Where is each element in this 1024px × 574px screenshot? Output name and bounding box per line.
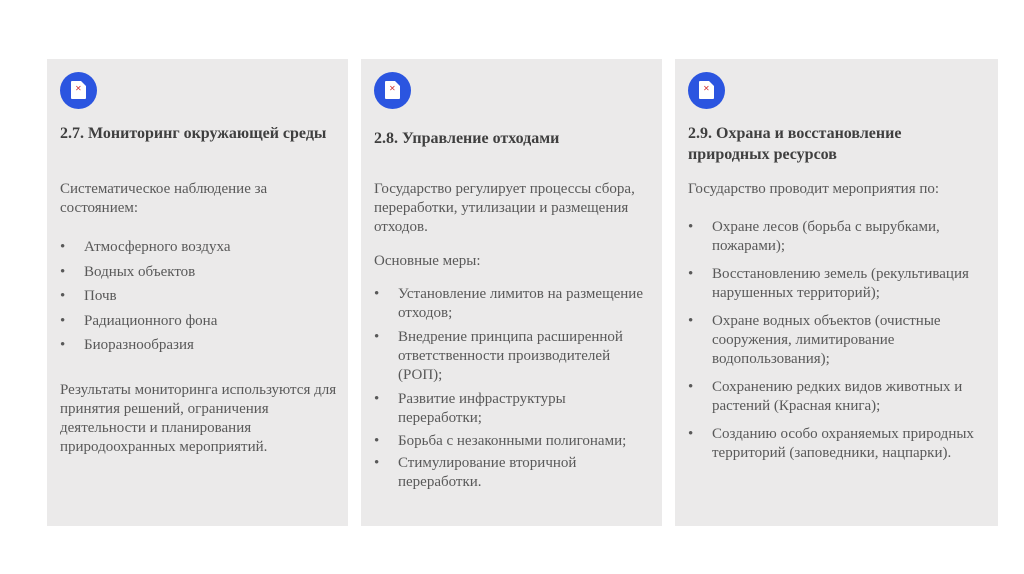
card-badge xyxy=(60,72,97,109)
document-icon: ✕ xyxy=(385,81,400,99)
list-item: • Стимулирование вторичной переработки. xyxy=(374,454,646,492)
card-bullet-list xyxy=(60,238,330,355)
list-item: • Охране лесов (борьба с вырубками, пожарами); xyxy=(688,218,984,256)
list-item: • Охране водных объектов (очистные сооружения, лимитирование водопользования); xyxy=(688,312,984,369)
card-bullet-list xyxy=(374,285,646,492)
card-environmental-monitoring xyxy=(47,59,348,526)
list-item: • Биоразнообразия xyxy=(60,336,330,355)
card-intro: Систематическое наблюдение за состоянием: xyxy=(60,181,268,216)
card-badge xyxy=(688,72,725,109)
document-icon: ✕ xyxy=(71,81,86,99)
list-item: • Почв xyxy=(60,287,330,306)
card-intro: Государство регулирует процессы сбора, переработки, утилизации и размещения отходов. xyxy=(374,181,635,235)
card-waste-management xyxy=(361,59,662,526)
list-item: • Внедрение принципа расширенной ответственности производителей (РОП); xyxy=(374,328,646,385)
list-item: • Развитие инфраструктуры переработки; xyxy=(374,390,646,428)
list-item: • Радиационного фона xyxy=(60,312,330,331)
list-item: • Сохранению редких видов животных и растений (Красная книга); xyxy=(688,378,984,416)
card-subhead: Основные меры: xyxy=(374,253,481,269)
card-title: 2.9. Охрана и восстановление природных ресурсов xyxy=(688,125,902,163)
card-title: 2.7. Мониторинг окружающей среды xyxy=(60,125,327,142)
card-natural-resources xyxy=(675,59,998,526)
list-item: • Установление лимитов на размещение отходов; xyxy=(374,285,646,323)
list-item: • Водных объектов xyxy=(60,263,330,282)
card-badge xyxy=(374,72,411,109)
document-icon: ✕ xyxy=(699,81,714,99)
card-bullet-list xyxy=(688,218,984,463)
list-item: • Восстановлению земель (рекультивация нарушенных территорий); xyxy=(688,265,984,303)
list-item: • Созданию особо охраняемых природных территорий (заповедники, нацпарки). xyxy=(688,425,984,463)
list-item: • Атмосферного воздуха xyxy=(60,238,330,257)
card-intro: Государство проводит мероприятия по: xyxy=(688,181,940,197)
list-item: • Борьба с незаконными полигонами; xyxy=(374,432,646,451)
card-outro: Результаты мониторинга используются для принятия решений, ограничения деятельности и планирования природоохранных мероприятий. xyxy=(60,382,337,455)
card-title: 2.8. Управление отходами xyxy=(374,130,560,147)
